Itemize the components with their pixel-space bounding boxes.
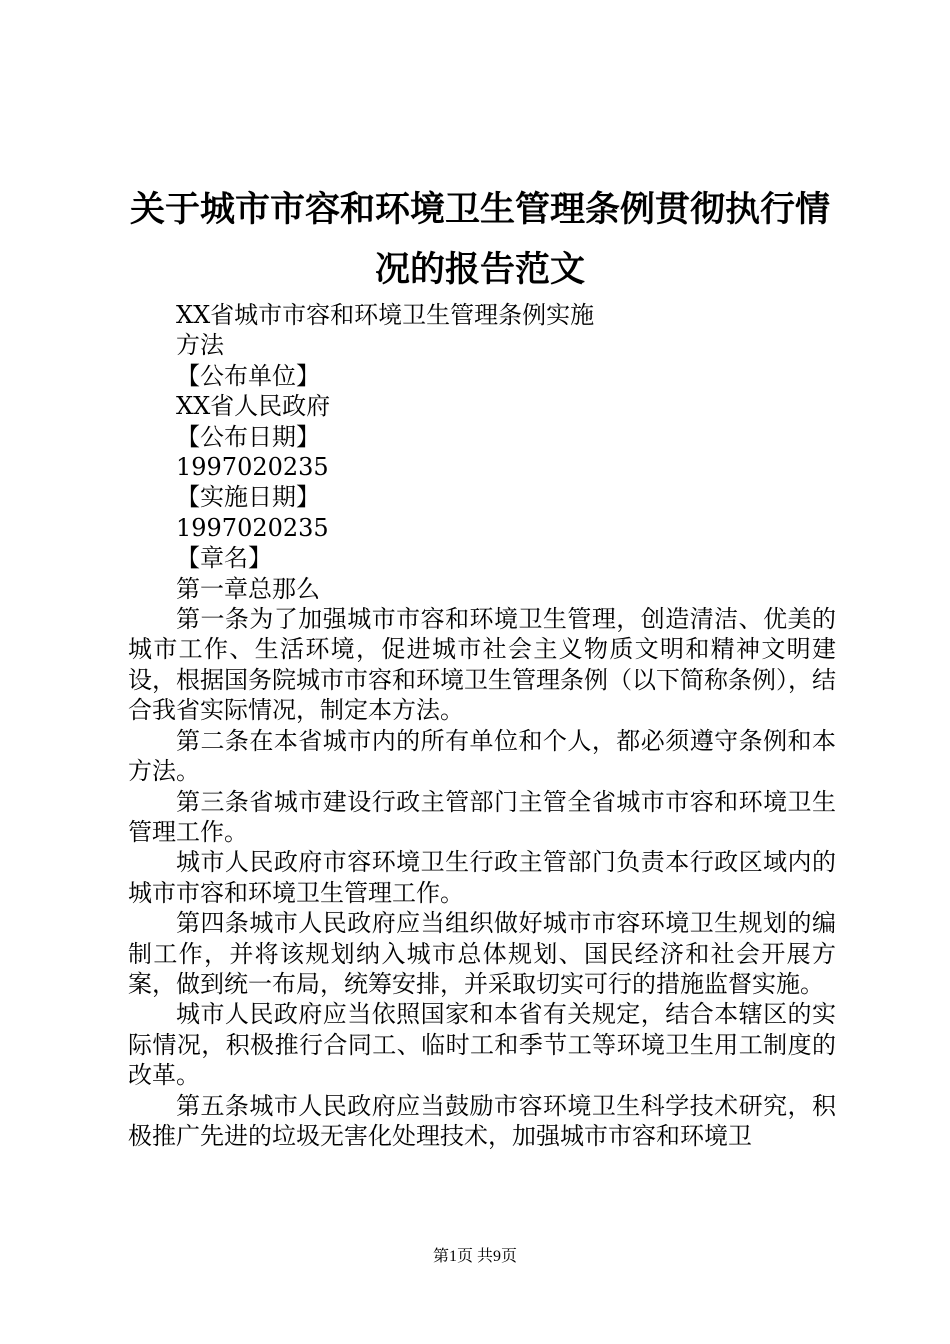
page-footer: 第1页 共9页 <box>432 1248 517 1265</box>
paragraph-6: 1997020235 <box>176 453 329 482</box>
paragraph-8: 1997020235 <box>176 513 329 542</box>
paragraph-2: 方法 <box>176 331 224 360</box>
paragraph-4: XX省人民政府 <box>176 392 331 421</box>
paragraph-9: 【章名】 <box>176 544 272 573</box>
paragraph-3: 【公布单位】 <box>176 361 320 390</box>
paragraph-16: 城市人民政府应当依照国家和本省有关规定，结合本辖区的实际情况，积极推行合同工、临时工和季节工等环境卫生用工制度的改革。 <box>128 1000 836 1090</box>
paragraph-1: XX省城市市容和环境卫生管理条例实施 <box>176 301 595 329</box>
document-body <box>128 300 836 1151</box>
paragraph-5: 【公布日期】 <box>176 422 320 451</box>
document-title-line-1: 关于城市市容和环境卫生管理条例贯彻执行情 <box>129 190 830 230</box>
paragraph-13: 第三条省城市建设行政主管部门主管全省城市市容和环境卫生管理工作。 <box>128 787 836 846</box>
document-title-line-2: 况的报告范文 <box>374 250 585 290</box>
paragraph-14: 城市人民政府市容环境卫生行政主管部门负责本行政区域内的城市市容和环境卫生管理工作。 <box>128 848 836 907</box>
paragraph-7: 【实施日期】 <box>176 483 320 512</box>
paragraph-17: 第五条城市人民政府应当鼓励市容环境卫生科学技术研究，积极推广先进的垃圾无害化处理技术，加强城市市容和环境卫 <box>128 1091 836 1150</box>
paragraph-12: 第二条在本省城市内的所有单位和个人，都必须遵守条例和本方法。 <box>128 726 836 786</box>
paragraph-15: 第四条城市人民政府应当组织做好城市市容环境卫生规划的编制工作，并将该规划纳入城市总体规划、国民经济和社会开展方案，做到统一布局，统筹安排，并采取切实可行的措施监督实施。 <box>128 909 836 998</box>
paragraph-10: 第一章总那么 <box>176 574 320 603</box>
paragraph-11: 第一条为了加强城市市容和环境卫生管理，创造清洁、优美的城市工作、生活环境，促进城市社会主义物质文明和精神文明建设，根据国务院城市市容和环境卫生管理条例（以下简称条例），结合我省实际情况，制定本方法。 <box>128 605 836 725</box>
